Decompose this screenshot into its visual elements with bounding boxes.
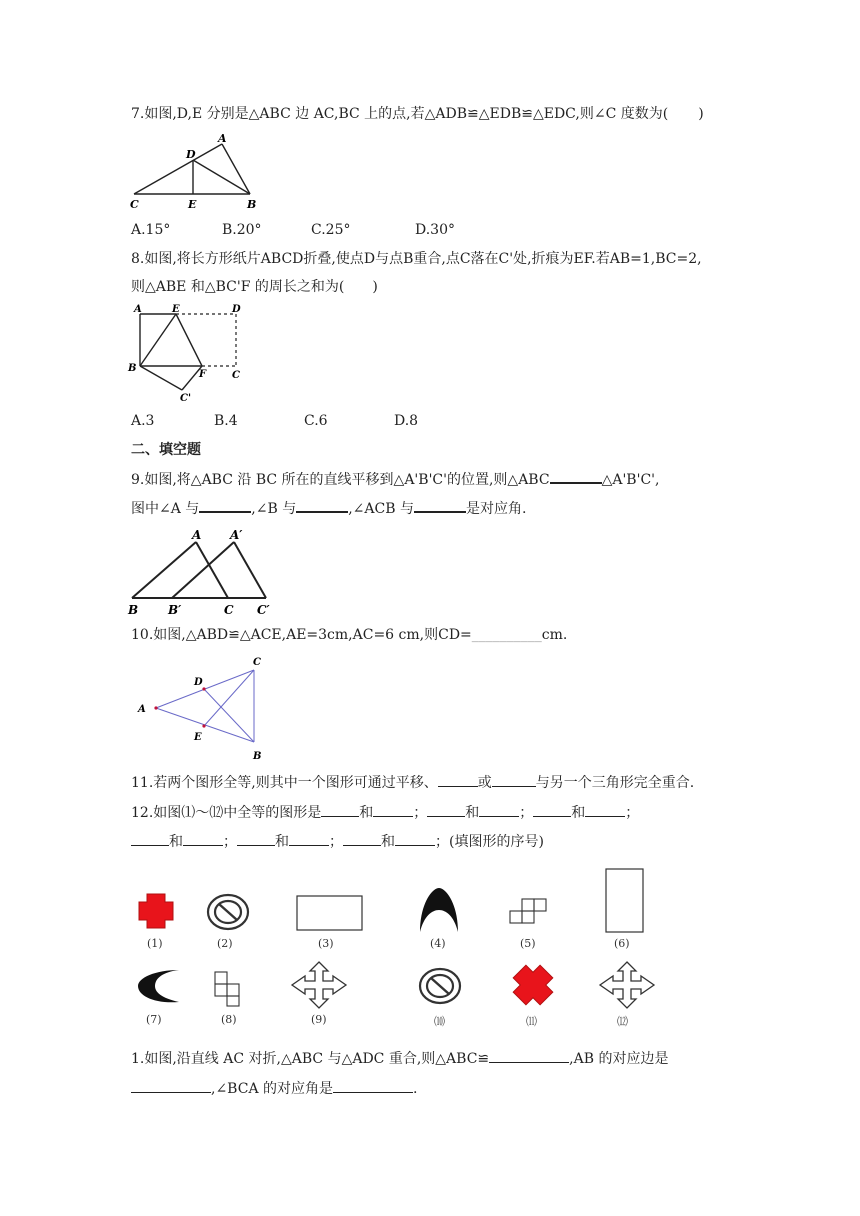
caption-8: (8): [221, 1013, 237, 1026]
q9-blank-2[interactable]: [199, 499, 251, 513]
shape-6-tall-rectangle: [605, 868, 645, 934]
q7-figure: [128, 130, 262, 210]
caption-1: (1): [147, 937, 163, 950]
q12-blank-5[interactable]: [533, 804, 571, 817]
q1-text-1: 1.如图,沿直线 AC 对折,△ABC 与△ADC 重合,则△ABC≌: [131, 1051, 490, 1067]
caption-5: (5): [520, 937, 536, 950]
q10-blank[interactable]: __________: [471, 627, 542, 643]
shape-7-crescent: [135, 966, 181, 1006]
q9-label-b: B: [128, 603, 139, 617]
q12-he-3: 和: [571, 805, 586, 821]
q9-stem-line2: [131, 499, 526, 518]
caption-12: ⑿: [617, 1015, 628, 1028]
q1-text-4: .: [413, 1081, 418, 1097]
q9-text-5: ,∠ACB 与: [348, 501, 414, 517]
q9-blank-4[interactable]: [414, 499, 466, 513]
shape-8-squares: [213, 970, 243, 1008]
q10-label-a: A: [138, 704, 146, 715]
q9-figure: [126, 526, 276, 618]
q7-label-b: B: [247, 198, 257, 210]
q8-label-c-prime: C': [180, 393, 192, 402]
q12-he-2: 和: [465, 805, 480, 821]
q12-blank-11[interactable]: [343, 833, 381, 846]
q8-option-a: A.3: [131, 413, 155, 429]
q1-stem-line2: [131, 1080, 417, 1098]
q8-stem-line1: 8.如图,将长方形纸片ABCD折叠,使点D与点B重合,点C落在C'处,折痕为EF.若AB=1,BC=2,: [131, 251, 702, 267]
q12-blank-9[interactable]: [237, 833, 275, 846]
q11-text-3: 与另一个三角形完全重合.: [535, 775, 695, 791]
q12-he-5: 和: [275, 834, 289, 850]
q11-blank-1[interactable]: [438, 774, 478, 787]
q1-text-2: ,AB 的对应边是: [569, 1051, 669, 1067]
q9-label-c-prime: C′: [257, 603, 270, 617]
caption-2: (2): [217, 937, 233, 950]
q11-text-1: 11.若两个图形全等,则其中一个图形可通过平移、: [131, 775, 438, 791]
q7-label-a: A: [218, 132, 227, 145]
caption-3: (3): [318, 937, 334, 950]
q10-text-1: 10.如图,△ABD≌△ACE,AE=3cm,AC=6 cm,则CD=: [131, 627, 472, 643]
q12-stem-line2: [131, 833, 544, 851]
q8-option-d: D.8: [394, 413, 419, 429]
q10-figure: [136, 652, 270, 764]
q7-text: 7.如图,D,E 分别是△ABC 边 AC,BC 上的点,若△ADB≌△EDB≌△EDC,则∠C 度数为(: [131, 106, 669, 122]
q7-paren-close: ): [698, 106, 704, 122]
q1-blank-1[interactable]: [489, 1050, 569, 1063]
q1-blank-3[interactable]: [333, 1080, 413, 1093]
q1-blank-2[interactable]: [131, 1080, 211, 1093]
q7-label-e: E: [188, 198, 197, 210]
q12-blank-8[interactable]: [183, 833, 223, 846]
caption-9: (9): [311, 1013, 327, 1026]
caption-10: ⑽: [434, 1015, 445, 1028]
q8-label-b: B: [128, 363, 137, 374]
q9-label-b-prime: B′: [168, 603, 182, 617]
shape-12-four-arrows: [598, 960, 656, 1010]
q12-blank-4[interactable]: [479, 804, 519, 817]
q12-he-4: 和: [169, 834, 183, 850]
shape-4-black-arch: [418, 886, 460, 934]
q10-text-2: cm.: [541, 627, 568, 643]
q12-he-1: 和: [359, 805, 374, 821]
q12-blank-12[interactable]: [395, 833, 435, 846]
q11-stem: [131, 774, 694, 792]
shape-5-squares: [508, 898, 554, 926]
q12-he-6: 和: [381, 834, 395, 850]
q12-text-end: ；(填图形的序号): [435, 834, 544, 850]
q8-label-a: A: [134, 304, 142, 315]
q9-text-3: 图中∠A 与: [131, 501, 200, 517]
q7-option-c: C.25°: [311, 222, 351, 238]
q12-blank-10[interactable]: [289, 833, 329, 846]
q9-text-2: △A'B'C',: [601, 472, 660, 488]
shape-1-red-cross: [135, 890, 179, 934]
q7-label-d: D: [186, 148, 196, 161]
q10-label-b: B: [253, 751, 262, 762]
q9-text-4: ,∠B 与: [251, 501, 297, 517]
q7-option-b: B.20°: [222, 222, 262, 238]
q1-stem-line1: [131, 1050, 668, 1068]
q12-stem-line1: [131, 804, 639, 822]
caption-11: ⑾: [526, 1015, 537, 1028]
q1-text-3: ,∠BCA 的对应角是: [211, 1081, 334, 1097]
q9-blank-3[interactable]: [296, 499, 348, 513]
q8-label-e: E: [172, 304, 180, 315]
q9-blank-1[interactable]: [550, 470, 602, 484]
shape-10-prohibition-sign: [418, 966, 462, 1006]
caption-6: (6): [614, 937, 630, 950]
q12-sep-3: ；: [625, 805, 640, 821]
q8-label-d: D: [232, 304, 241, 315]
q12-sep-2: ；: [519, 805, 534, 821]
q11-blank-2[interactable]: [492, 774, 536, 787]
shape-3-rectangle: [296, 895, 364, 931]
q10-stem: [131, 626, 567, 644]
q8-label-c: C: [232, 370, 240, 381]
shape-11-red-cross-rotated: [510, 962, 556, 1008]
q10-label-e: E: [194, 732, 202, 743]
q11-text-2: 或: [477, 775, 492, 791]
q7-option-d: D.30°: [415, 222, 455, 238]
caption-7: (7): [146, 1013, 162, 1026]
q8-label-f: F: [199, 369, 207, 380]
q12-sep-1: ；: [413, 805, 428, 821]
q9-label-c: C: [224, 603, 234, 617]
q9-stem-line1: [131, 470, 659, 489]
q7-option-a: A.15°: [131, 222, 171, 238]
q8-stem-line2: 则△ABE 和△BC'F 的周长之和为( ): [131, 279, 378, 295]
q9-label-a-prime: A′: [230, 528, 243, 542]
q8-option-c: C.6: [304, 413, 328, 429]
caption-4: (4): [430, 937, 446, 950]
shape-2-prohibition-sign: [206, 892, 250, 932]
q12-blank-6[interactable]: [585, 804, 625, 817]
q12-blank-2[interactable]: [373, 804, 413, 817]
shape-9-four-arrows: [290, 960, 348, 1010]
q12-text-1: 12.如图⑴～⑿中全等的图形是: [131, 805, 322, 821]
q12-blank-3[interactable]: [427, 804, 465, 817]
q12-sep-4: ；: [223, 834, 237, 850]
q9-text-1: 9.如图,将△ABC 沿 BC 所在的直线平移到△A'B'C'的位置,则△ABC: [131, 472, 550, 488]
q9-label-a: A: [192, 528, 202, 542]
q10-label-c: C: [253, 657, 261, 668]
section-heading: 二、填空题: [131, 442, 201, 458]
q9-text-6: 是对应角.: [465, 501, 527, 517]
q7-stem: [131, 105, 704, 123]
q12-blank-1[interactable]: [321, 804, 359, 817]
q12-sep-5: ；: [329, 834, 343, 850]
q8-figure: [126, 302, 250, 402]
q8-option-b: B.4: [214, 413, 238, 429]
q12-blank-7[interactable]: [131, 833, 169, 846]
q7-label-c: C: [130, 198, 139, 210]
q10-label-d: D: [194, 677, 203, 688]
